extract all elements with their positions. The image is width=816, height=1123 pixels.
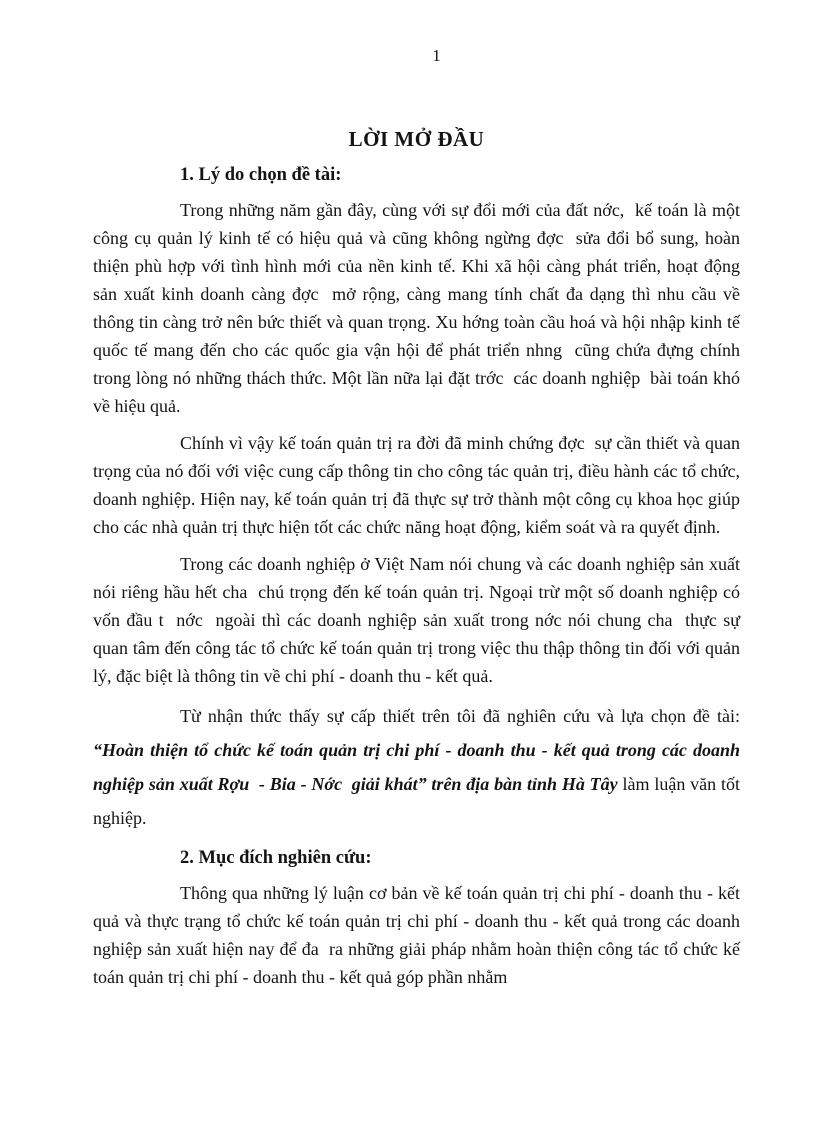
section-1-heading: 1. Lý do chọn đề tài: (180, 165, 342, 185)
section-1-paragraph-4 (93, 699, 740, 835)
section-2-paragraph-1: Thông qua những lý luận cơ bản về kế toán quản trị chi phí - doanh thu - kết quả và thực trạng tổ chức kế toán quản trị chi phí - doanh thu - kết quả trong các doanh nghiệp sản xuất hiện nay để đa ra những giải pháp nhằm hoàn thiện công tác tổ chức kế toán quản trị chi phí - doanh thu - kết quả góp phần nhằm (93, 883, 740, 987)
thesis-title-text: “Hoàn thiện tổ chức kế toán quản trị chi phí - doanh thu - kết quả trong các doanh nghiệp sản xuất Rợu - Bia - Nớc giải khát” trên địa bàn tỉnh Hà Tây (93, 740, 740, 794)
thesis-intro-text: Từ nhận thức thấy sự cấp thiết trên tôi đã nghiên cứu và lựa chọn đề tài: (180, 706, 740, 726)
section-1-paragraph-1: Trong những năm gần đây, cùng với sự đổi mới của đất nớc, kế toán là một công cụ quản lý kinh tế có hiệu quả và cũng không ngừng đợc sửa đổi bổ sung, hoàn thiện phù hợp với tình hình mới của nền kinh tế. Khi xã hội càng phát triển, hoạt động sản xuất kinh doanh càng đợc mở rộng, càng mang tính chất đa dạng thì nhu cầu về thông tin càng trở nên bức thiết và quan trọng. Xu hớng toàn cầu hoá và hội nhập kinh tế quốc tế mang đến cho các quốc gia vận hội để phát triển nhng cũng chứa đựng chính trong lòng nó những thách thức. Một lần nữa lại đặt trớc các doanh nghiệp bài toán khó về hiệu quả. (93, 200, 740, 416)
section-1-paragraph-2: Chính vì vậy kế toán quản trị ra đời đã minh chứng đợc sự cần thiết và quan trọng của nó đối với việc cung cấp thông tin cho công tác quản trị, điều hành các tổ chức, doanh nghiệp. Hiện nay, kế toán quản trị đã thực sự trở thành một công cụ khoa học giúp cho các nhà quản trị thực hiện tốt các chức năng hoạt động, kiểm soát và ra quyết định. (93, 433, 740, 537)
section-1-paragraph-3: Trong các doanh nghiệp ở Việt Nam nói chung và các doanh nghiệp sản xuất nói riêng hầu hết cha chú trọng đến kế toán quản trị. Ngoại trừ một số doanh nghiệp có vốn đầu t nớc ngoài thì các doanh nghiệp sản xuất trong nớc nói chung cha thực sự quan tâm đến công tác tổ chức kế toán quản trị trong việc thu thập thông tin đối với quản lý, đặc biệt là thông tin về chi phí - doanh thu - kết quả. (93, 554, 740, 686)
document-content (93, 126, 740, 1000)
section-2-heading: 2. Mục đích nghiên cứu: (180, 848, 372, 868)
thesis-outro-text: làm luận văn tốt nghiệp. (93, 774, 740, 828)
page-number: 1 (432, 46, 441, 65)
document-title: LỜI MỞ ĐẦU (348, 127, 485, 151)
